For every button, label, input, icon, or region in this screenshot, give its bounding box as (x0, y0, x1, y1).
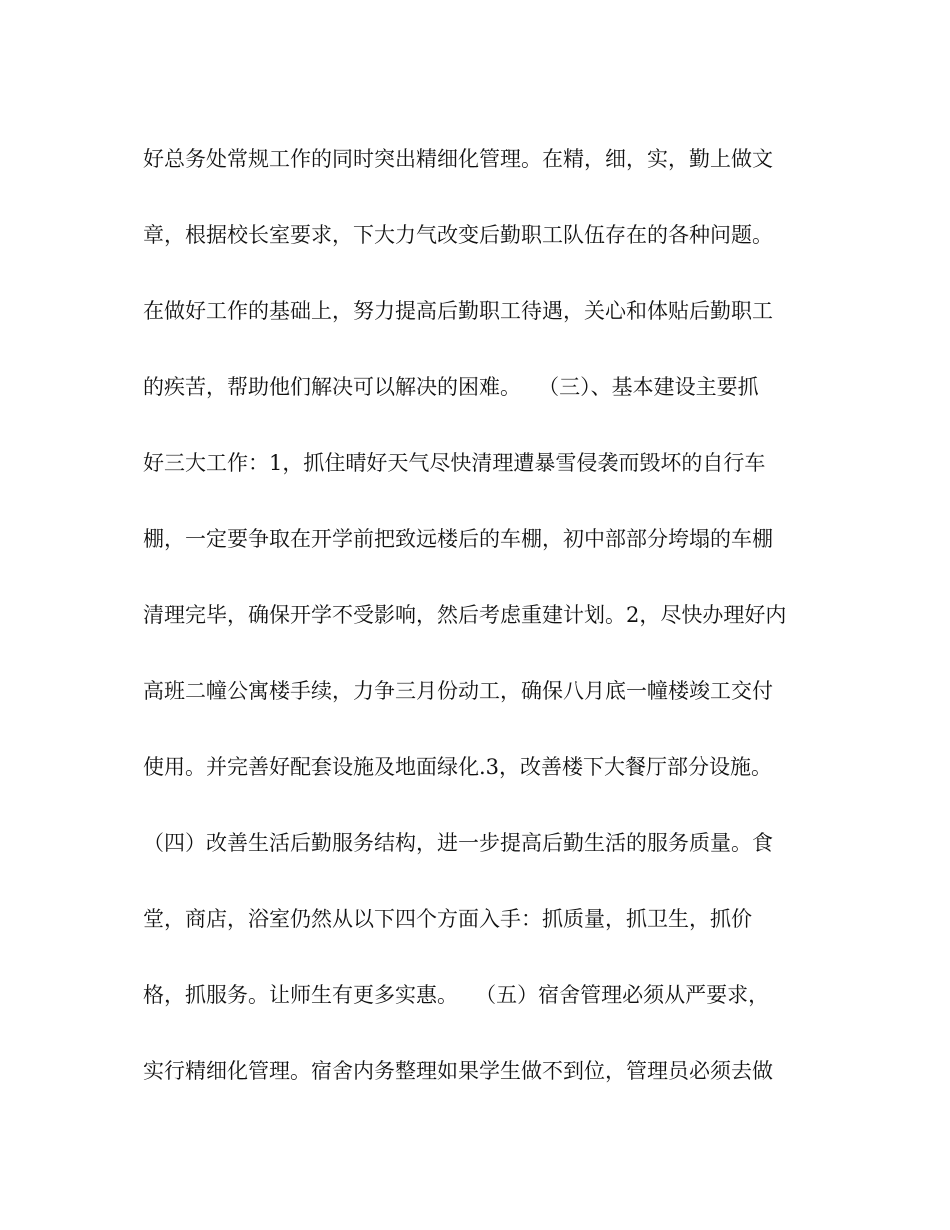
text-line: 使用。并完善好配套设施及地面绿化.3，改善楼下大餐厅部分设施。 (143, 755, 773, 779)
text-line: 好三大工作：1，抓住晴好天气尽快清理遭暴雪侵袭而毁坏的自行车 (143, 451, 766, 475)
body-text (143, 138, 823, 1126)
text-line: 章，根据校长室要求，下大力气改变后勤职工队伍存在的各种问题。 (143, 223, 773, 247)
text-line: 格，抓服务。让师生有更多实惠。 （五）宿舍管理必须从严要求， (143, 983, 770, 1007)
text-line: 棚，一定要争取在开学前把致远楼后的车棚，初中部部分垮塌的车棚 (143, 527, 773, 551)
text-line: 在做好工作的基础上，努力提高后勤职工待遇，关心和体贴后勤职工 (143, 299, 773, 323)
text-line: 高班二幢公寓楼手续，力争三月份动工，确保八月底一幢楼竣工交付 (143, 679, 773, 703)
text-line: 的疾苦，帮助他们解决可以解决的困难。 （三）、基本建设主要抓 (143, 375, 759, 399)
text-line: 好总务处常规工作的同时突出精细化管理。在精，细，实，勤上做文 (143, 147, 773, 171)
text-line: （四）改善生活后勤服务结构，进一步提高后勤生活的服务质量。食 (143, 831, 773, 855)
text-line: 清理完毕，确保开学不受影响，然后考虑重建计划。2，尽快办理好内 (143, 603, 787, 627)
text-line: 实行精细化管理。宿舍内务整理如果学生做不到位，管理员必须去做 (143, 1059, 773, 1083)
text-line: 堂，商店，浴室仍然从以下四个方面入手：抓质量，抓卫生，抓价 (143, 907, 752, 931)
